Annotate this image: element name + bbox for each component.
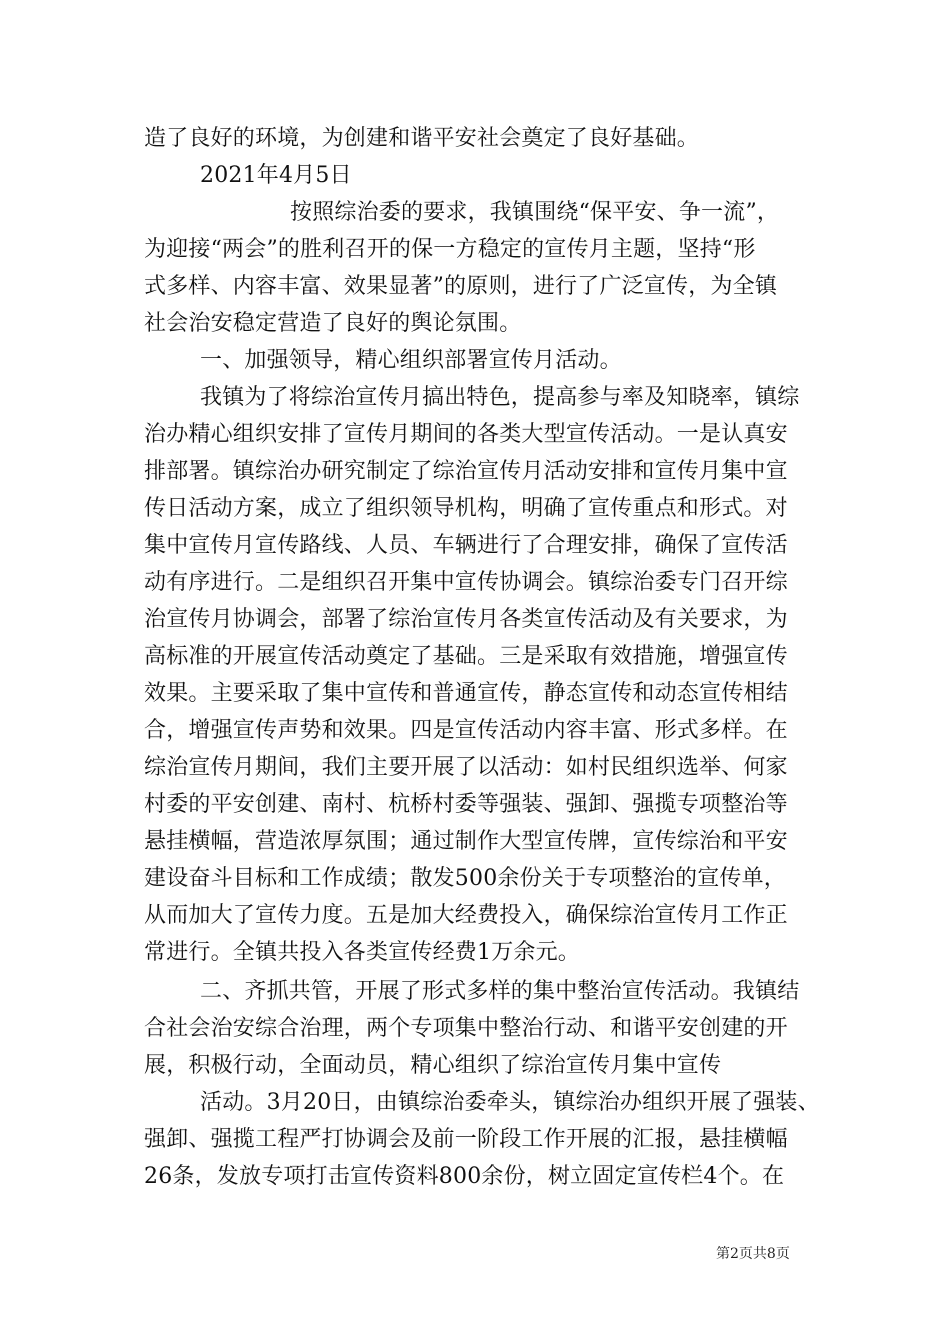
- section-heading: 一、加强领导，精心组织部署宣传月活动。: [200, 348, 622, 373]
- text-line: 强卸、强揽工程严打协调会及前一阶段工作开展的汇报，悬挂横幅: [144, 1127, 788, 1152]
- text-line: 排部署。镇综治办研究制定了综治宣传月活动安排和宣传月集中宣: [144, 459, 788, 484]
- text-line: 集中宣传月宣传路线、人员、车辆进行了合理安排，确保了宣传活: [144, 533, 788, 558]
- text-line: 综治宣传月期间，我们主要开展了以活动：如村民组织选举、何家: [144, 755, 788, 780]
- text-line: 动有序进行。二是组织召开集中宣传协调会。镇综治委专门召开综: [144, 570, 788, 595]
- text-line: 26条，发放专项打击宣传资料800余份，树立固定宣传栏4个。在: [144, 1164, 785, 1189]
- text-line: 治办精心组织安排了宣传月期间的各类大型宣传活动。一是认真安: [144, 422, 788, 447]
- text-line: 式多样、内容丰富、效果显著”的原则，进行了广泛宣传，为全镇: [144, 274, 778, 299]
- text-line: 村委的平安创建、南村、杭桥村委等强装、强卸、强揽专项整治等: [144, 792, 788, 817]
- text-line: 为迎接“两会”的胜利召开的保一方稳定的宣传月主题，坚持“形: [144, 237, 756, 262]
- text-line: 合社会治安综合治理，两个专项集中整治行动、和谐平安创建的开: [144, 1016, 788, 1041]
- section-heading: 二、齐抓共管，开展了形式多样的集中整治宣传活动。我镇结: [200, 979, 800, 1004]
- text-line: 展，积极行动，全面动员，精心组织了综治宣传月集中宣传: [144, 1053, 722, 1078]
- text-line: 我镇为了将综治宣传月搞出特色，提高参与率及知晓率，镇综: [200, 385, 800, 410]
- text-line: 从而加大了宣传力度。五是加大经费投入，确保综治宣传月工作正: [144, 903, 788, 928]
- page-number-footer: 第2页共8页: [716, 1246, 790, 1262]
- text-line: 悬挂横幅，营造浓厚氛围；通过制作大型宣传牌，宣传综治和平安: [144, 829, 788, 854]
- text-line: 效果。主要采取了集中宣传和普通宣传，静态宣传和动态宣传相结: [144, 681, 788, 706]
- text-line: 常进行。全镇共投入各类宣传经费1万余元。: [144, 940, 580, 965]
- text-line: 社会治安稳定营造了良好的舆论氛围。: [144, 311, 522, 336]
- text-line: 建设奋斗目标和工作成绩；散发500余份关于专项整治的宣传单，: [144, 866, 786, 891]
- text-line: 治宣传月协调会，部署了综治宣传月各类宣传活动及有关要求，为: [144, 607, 788, 632]
- text-line: 传日活动方案，成立了组织领导机构，明确了宣传重点和形式。对: [144, 496, 788, 521]
- date-line: 2021年4月5日: [200, 163, 352, 188]
- text-line: 合，增强宣传声势和效果。四是宣传活动内容丰富、形式多样。在: [144, 718, 788, 743]
- text-line: 造了良好的环境，为创建和谐平安社会奠定了良好基础。: [144, 126, 700, 151]
- text-line: 高标准的开展宣传活动奠定了基础。三是采取有效措施，增强宣传: [144, 644, 788, 669]
- text-line: 活动。3月20日，由镇综治委牵头，镇综治办组织开展了强装、: [200, 1090, 820, 1115]
- text-line: 按照综治委的要求，我镇围绕“保平安、争一流”，: [290, 200, 780, 225]
